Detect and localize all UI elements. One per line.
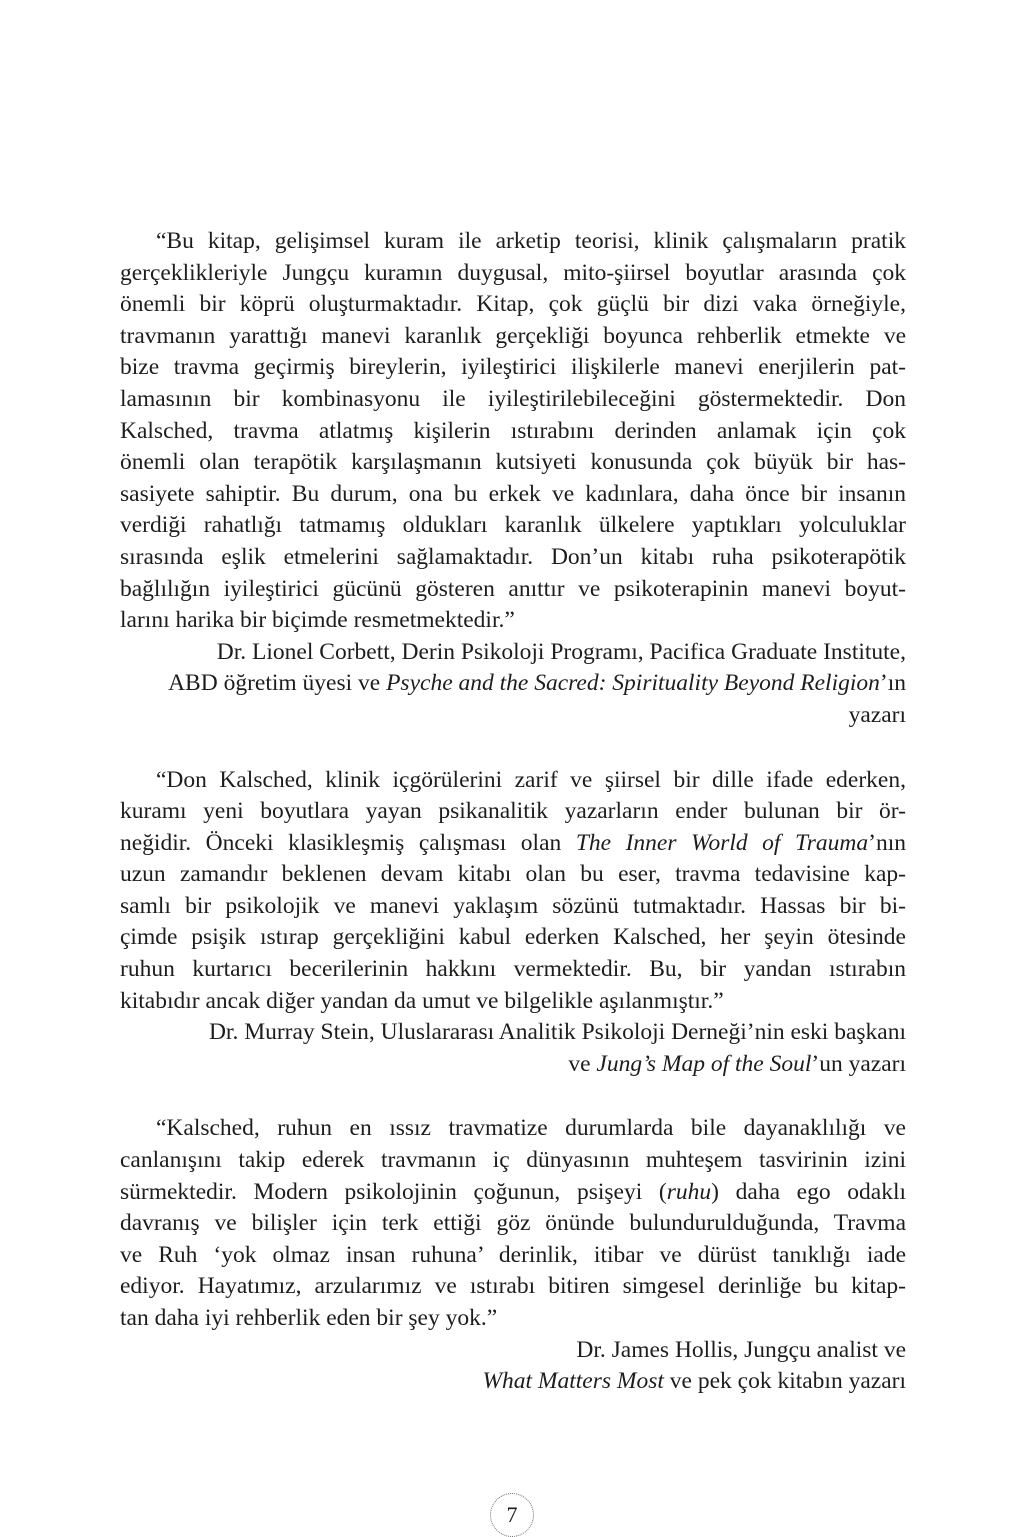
page-number: 7 — [506, 1502, 518, 1527]
quote-line — [120, 828, 906, 860]
quote-line: ediyor. Hayatımız, arzularımız ve ıstırabı bitiren simgesel derinliğe bu kitap- — [120, 1273, 906, 1300]
attribution-text: ABD öğretim üyesi ve — [168, 670, 387, 697]
attribution-line — [120, 1049, 906, 1081]
quote-line — [120, 1177, 906, 1209]
quote-line: canlanışını takip ederek travmanın iç dünyasının muhteşem tasvirinin izini — [120, 1147, 906, 1174]
attribution-line — [120, 1366, 906, 1398]
endorsement-corbett — [120, 226, 906, 732]
page-number-badge — [490, 1493, 534, 1537]
emphasized-word: ruhu — [666, 1178, 712, 1205]
attribution-line: Dr. Lionel Corbett, Derin Psikoloji Programı, Pacifica Graduate Institute, — [216, 638, 906, 665]
quote-line: kitabıdır ancak diğer yandan da umut ve bilgelikle aşılanmıştır.” — [120, 987, 724, 1014]
book-title: Psyche and the Sacred: Spirituality Beyond Religion — [386, 670, 880, 697]
quote-line: çimde psişik ıstırap gerçekliğini kabul ederken Kalsched, her şeyin ötesinde — [120, 924, 906, 951]
endorsement-stein — [120, 765, 906, 1081]
quote-line: travmanın yarattığı manevi karanlık gerçekliği boyunca rehberlik etmekte ve — [120, 322, 906, 349]
attribution-text: ve — [568, 1050, 597, 1077]
attribution-text: ve pek çok kitabın yazarı — [663, 1368, 906, 1395]
quote-line: önemli bir köprü oluşturmaktadır. Kitap, çok güçlü bir dizi vaka örneğiyle, — [120, 291, 906, 318]
quote-line: sırasında eşlik etmelerini sağlamaktadır. Don’un kitabı ruha psikoterapötik — [120, 543, 906, 570]
quote-text: ’nın — [868, 829, 906, 856]
quote-line: tan daha iyi rehberlik eden bir şey yok.” — [120, 1305, 498, 1331]
quote-text: sürmektedir. Modern psikolojinin çoğunun, psişeyi ( — [120, 1178, 667, 1205]
quote-line: “Don Kalsched, klinik içgörülerini zarif ve şiirsel bir dille ifade ederken, — [156, 766, 906, 793]
book-title: What Matters Most — [482, 1368, 664, 1395]
quote-text: neğidir. Önceki klasikleşmiş çalışması olan — [120, 829, 576, 856]
attribution-line: Dr. Murray Stein, Uluslararası Analitik Psikoloji Derneği’nin eski başkanı — [208, 1019, 906, 1046]
quote-line: gerçeklikleriyle Jungçu kuramın duygusal, mito-şiirsel boyutlar arasında çok — [120, 259, 906, 286]
quote-line: larını harika bir biçimde resmetmektedir.” — [120, 607, 515, 634]
quote-line: “Bu kitap, gelişimsel kuram ile arketip teorisi, klinik çalışmaların pratik — [156, 228, 906, 254]
attribution-text: ’ın — [879, 670, 906, 697]
page-content — [120, 226, 906, 1398]
book-title: Jung’s Map of the Soul — [596, 1050, 812, 1077]
spacer — [120, 1080, 906, 1113]
quote-line: ruhun kurtarıcı becerilerinin hakkını vermektedir. Bu, bir yandan ıstırabın — [120, 956, 906, 983]
quote-line: ve Ruh ‘yok olmaz insan ruhuna’ derinlik, itibar ve dürüst tanıklığı iade — [120, 1241, 906, 1268]
quote-line: önemli olan terapötik karşılaşmanın kutsiyeti konusunda çok büyük bir has- — [120, 449, 906, 476]
quote-line: bağlılığın iyileştirici gücünü gösteren anıttır ve psikoterapinin manevi boyut- — [120, 575, 906, 602]
spacer — [120, 732, 906, 765]
attribution-line: Dr. James Hollis, Jungçu analist ve — [576, 1336, 906, 1363]
quote-line: verdiği rahatlığı tatmamış oldukları karanlık ülkelere yaptıkları yolculuklar — [120, 512, 906, 539]
quote-line: Kalsched, travma atlatmış kişilerin ıstırabını derinden anlamak için çok — [120, 417, 906, 444]
endorsement-hollis — [120, 1113, 906, 1397]
attribution-line: yazarı — [848, 701, 906, 728]
quote-line: uzun zamandır beklenen devam kitabı olan bu eser, travma tedavisine kap- — [120, 861, 906, 888]
quote-line: kuramı yeni boyutlara yayan psikanalitik yazarların ender bulunan bir ör- — [120, 798, 906, 825]
book-title: The Inner World of Trauma — [575, 829, 869, 856]
quote-line: bize travma geçirmiş bireylerin, iyileştirici ilişkilerle manevi enerjilerin pat- — [120, 354, 906, 381]
attribution-line — [120, 668, 906, 700]
quote-text: ) daha ego odaklı — [711, 1178, 906, 1205]
quote-line: davranış ve bilişler için terk ettiği göz önünde bulundurulduğunda, Travma — [120, 1210, 906, 1237]
attribution-text: ’un yazarı — [811, 1050, 906, 1077]
quote-line: lamasının bir kombinasyonu ile iyileştirilebileceğini göstermektedir. Don — [120, 385, 906, 412]
quote-line: samlı bir psikolojik ve manevi yaklaşım sözünü tutmaktadır. Hassas bir bi- — [120, 892, 906, 919]
quote-line: “Kalsched, ruhun en ıssız travmatize durumlarda bile dayanaklılığı ve — [156, 1115, 906, 1142]
quote-line: sasiyete sahiptir. Bu durum, ona bu erkek ve kadınlara, daha önce bir insanın — [120, 480, 906, 507]
